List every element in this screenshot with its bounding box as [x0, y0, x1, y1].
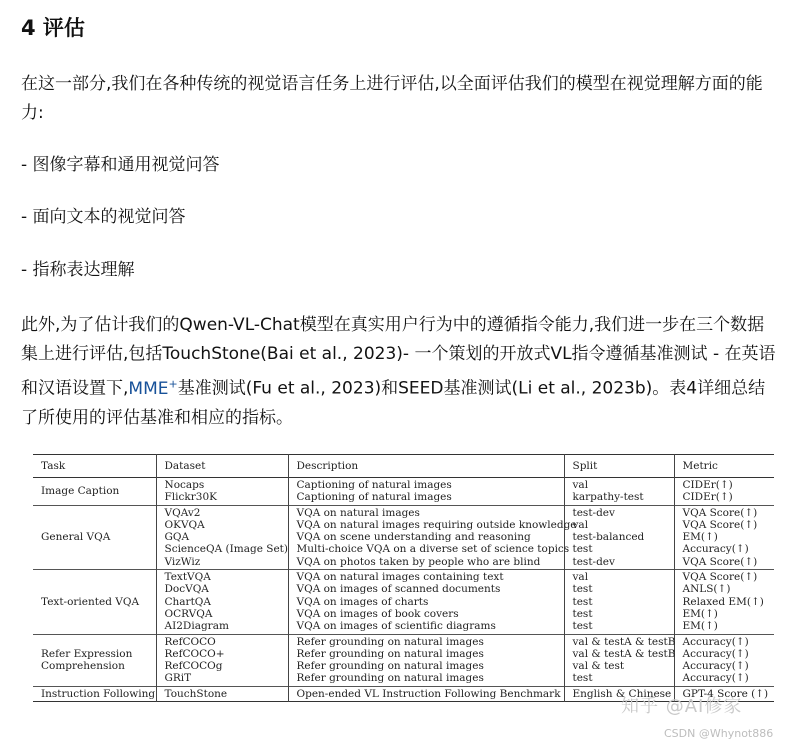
- metric-cell: [674, 634, 774, 686]
- bullet-item: - 面向文本的视觉问答: [21, 207, 186, 227]
- dataset-cell: [156, 634, 288, 686]
- description-cell-line: Multi-choice VQA on a diverse set of science topics: [296, 543, 570, 556]
- description-cell-line: Captioning of natural images: [296, 479, 452, 491]
- bullet-item: - 指称表达理解: [21, 260, 135, 280]
- section-heading: 4 评估: [21, 16, 85, 40]
- benchmark-table-image: [33, 454, 774, 730]
- dataset-cell-line: Nocaps: [164, 479, 205, 491]
- split-cell: [564, 505, 674, 569]
- split-cell-line: karpathy-test: [572, 491, 644, 504]
- metric-cell-line: EM(↑): [682, 607, 718, 620]
- dataset-cell-line: VQAv2: [164, 506, 201, 519]
- description-cell-line: Refer grounding on natural images: [296, 647, 484, 660]
- header-metric: Metric: [674, 455, 774, 478]
- table-row: [33, 570, 774, 634]
- split-cell-line: test-balanced: [572, 531, 645, 544]
- metric-cell-line: VQA Score(↑): [682, 555, 758, 568]
- split-cell-line: test: [572, 595, 593, 608]
- task-cell-line: Comprehension: [41, 660, 125, 673]
- dataset-cell-line: VizWiz: [164, 555, 201, 568]
- table-row: [33, 505, 774, 569]
- description-cell-line: Refer grounding on natural images: [296, 672, 484, 685]
- task-cell: [33, 505, 156, 569]
- dataset-cell-line: ChartQA: [164, 595, 211, 608]
- metric-cell-line: Relaxed EM(↑): [682, 595, 764, 608]
- bullet-item: - 图像字幕和通用视觉问答: [21, 155, 220, 175]
- metric-cell-line: GPT-4 Score (↑): [682, 687, 769, 700]
- split-cell-line: val: [572, 571, 589, 584]
- metric-cell-line: CIDEr(↑): [682, 479, 733, 491]
- task-cell: [33, 478, 156, 506]
- metric-cell-line: Accuracy(↑): [682, 543, 749, 556]
- paragraph-text: 基准测试(Fu et al., 2023)和SEED基准测试(Li et al., 2023b)。表4详细总结了所使用的评估基准和相应的指标。: [21, 378, 766, 428]
- description-cell-line: VQA on scene understanding and reasoning: [296, 531, 531, 544]
- task-cell: [33, 570, 156, 634]
- link-superscript: +: [168, 377, 178, 390]
- dataset-cell-line: RefCOCO+: [164, 647, 225, 660]
- split-cell-line: test-dev: [572, 506, 615, 519]
- split-cell-line: test: [572, 607, 593, 620]
- header-description: Description: [288, 455, 564, 478]
- description-cell-line: VQA on images of book covers: [296, 607, 459, 620]
- description-cell-line: VQA on natural images: [296, 506, 420, 519]
- paragraph-text: 此外,为了估计我们的Qwen-VL-Chat模型在真实用户行为中的遵循指令能力,我们进一步在三个数据集上进行评估,包括TouchStone(Bai et al., 2023)- 一个策划的开放式VL指令遵循基准测试 - 在英语和汉语设置下,: [21, 315, 776, 399]
- metric-cell-line: VQA Score(↑): [682, 518, 758, 531]
- dataset-cell-line: TouchStone: [164, 687, 228, 700]
- dataset-cell: [156, 505, 288, 569]
- task-cell-line: Instruction Following: [41, 687, 156, 700]
- description-cell-line: Open-ended VL Instruction Following Benchmark: [296, 687, 561, 700]
- zhihu-watermark: 知乎 @AI修家: [621, 696, 743, 717]
- dataset-cell: [156, 478, 288, 506]
- dataset-cell-line: GQA: [164, 531, 190, 544]
- description-cell-line: VQA on images of charts: [296, 595, 429, 608]
- dataset-cell-line: Flickr30K: [164, 491, 217, 504]
- metric-cell: [674, 570, 774, 634]
- metric-cell-line: Accuracy(↑): [682, 635, 749, 648]
- split-cell-line: val & testA & testB: [572, 647, 676, 660]
- dataset-cell-line: OKVQA: [164, 518, 205, 531]
- metric-cell-line: VQA Score(↑): [682, 571, 758, 584]
- split-cell: [564, 634, 674, 686]
- mme-link[interactable]: MME+: [128, 377, 178, 399]
- task-cell: [33, 686, 156, 701]
- metric-cell-line: Accuracy(↑): [682, 672, 749, 685]
- description-cell-line: Refer grounding on natural images: [296, 660, 484, 673]
- csdn-watermark: CSDN @Whynot886: [664, 727, 774, 740]
- dataset-cell-line: RefCOCO: [164, 635, 216, 648]
- metric-cell-line: EM(↑): [682, 531, 718, 544]
- split-cell-line: val & test: [572, 660, 625, 673]
- metric-cell: [674, 505, 774, 569]
- table-header-row: [33, 455, 774, 478]
- split-cell-line: test: [572, 620, 593, 633]
- header-task: Task: [41, 460, 66, 472]
- metric-cell: [674, 478, 774, 506]
- detail-paragraph: [21, 311, 777, 433]
- metric-cell-line: Accuracy(↑): [682, 660, 749, 673]
- split-cell-line: test: [572, 583, 593, 596]
- description-cell-line: VQA on natural images requiring outside knowledge: [296, 518, 577, 531]
- description-cell-line: VQA on images of scientific diagrams: [296, 620, 496, 633]
- dataset-cell-line: ScienceQA (Image Set): [164, 543, 288, 556]
- description-cell: [288, 634, 564, 686]
- header-split: Split: [564, 455, 674, 478]
- description-cell-line: VQA on photos taken by people who are blind: [296, 555, 541, 568]
- description-cell: [288, 505, 577, 569]
- split-cell-line: val: [572, 479, 589, 491]
- split-cell-line: English & Chinese: [572, 687, 672, 700]
- split-cell: [564, 570, 674, 634]
- description-cell: [288, 478, 564, 506]
- description-cell-line: VQA on natural images containing text: [296, 571, 504, 584]
- header-dataset: Dataset: [156, 455, 288, 478]
- split-cell-line: test-dev: [572, 555, 615, 568]
- metric-cell-line: ANLS(↑): [682, 583, 731, 596]
- description-cell-line: Captioning of natural images: [296, 491, 452, 504]
- description-cell: [288, 570, 564, 634]
- description-cell-line: VQA on images of scanned documents: [296, 583, 501, 596]
- table-row: [33, 634, 774, 686]
- split-cell-line: test: [572, 672, 593, 685]
- dataset-cell-line: OCRVQA: [164, 607, 213, 620]
- split-cell: [564, 478, 674, 506]
- dataset-cell: [156, 686, 288, 701]
- intro-paragraph: 在这一部分,我们在各种传统的视觉语言任务上进行评估,以全面评估我们的模型在视觉理解方面的能力:: [21, 74, 763, 123]
- metric-cell-line: EM(↑): [682, 620, 718, 633]
- metric-cell-line: VQA Score(↑): [682, 506, 758, 519]
- description-cell: [288, 686, 564, 701]
- split-cell-line: val & testA & testB: [572, 635, 676, 648]
- benchmark-table: [33, 454, 774, 702]
- task-cell-line: General VQA: [41, 531, 111, 544]
- metric-cell-line: Accuracy(↑): [682, 647, 749, 660]
- metric-cell-line: CIDEr(↑): [682, 491, 733, 504]
- split-cell-line: test: [572, 543, 593, 556]
- dataset-cell: [156, 570, 288, 634]
- dataset-cell-line: DocVQA: [164, 583, 209, 596]
- task-cell-line: Text-oriented VQA: [41, 595, 140, 608]
- dataset-cell-line: AI2Diagram: [164, 620, 229, 633]
- task-cell-line: Image Caption: [41, 485, 120, 498]
- description-cell-line: Refer grounding on natural images: [296, 635, 484, 648]
- dataset-cell-line: TextVQA: [164, 571, 211, 584]
- split-cell-line: val: [572, 518, 589, 531]
- task-cell: [33, 634, 156, 686]
- dataset-cell-line: RefCOCOg: [164, 660, 223, 673]
- task-cell-line: Refer Expression: [41, 647, 133, 660]
- table-row: [33, 478, 774, 506]
- dataset-cell-line: GRiT: [164, 672, 192, 685]
